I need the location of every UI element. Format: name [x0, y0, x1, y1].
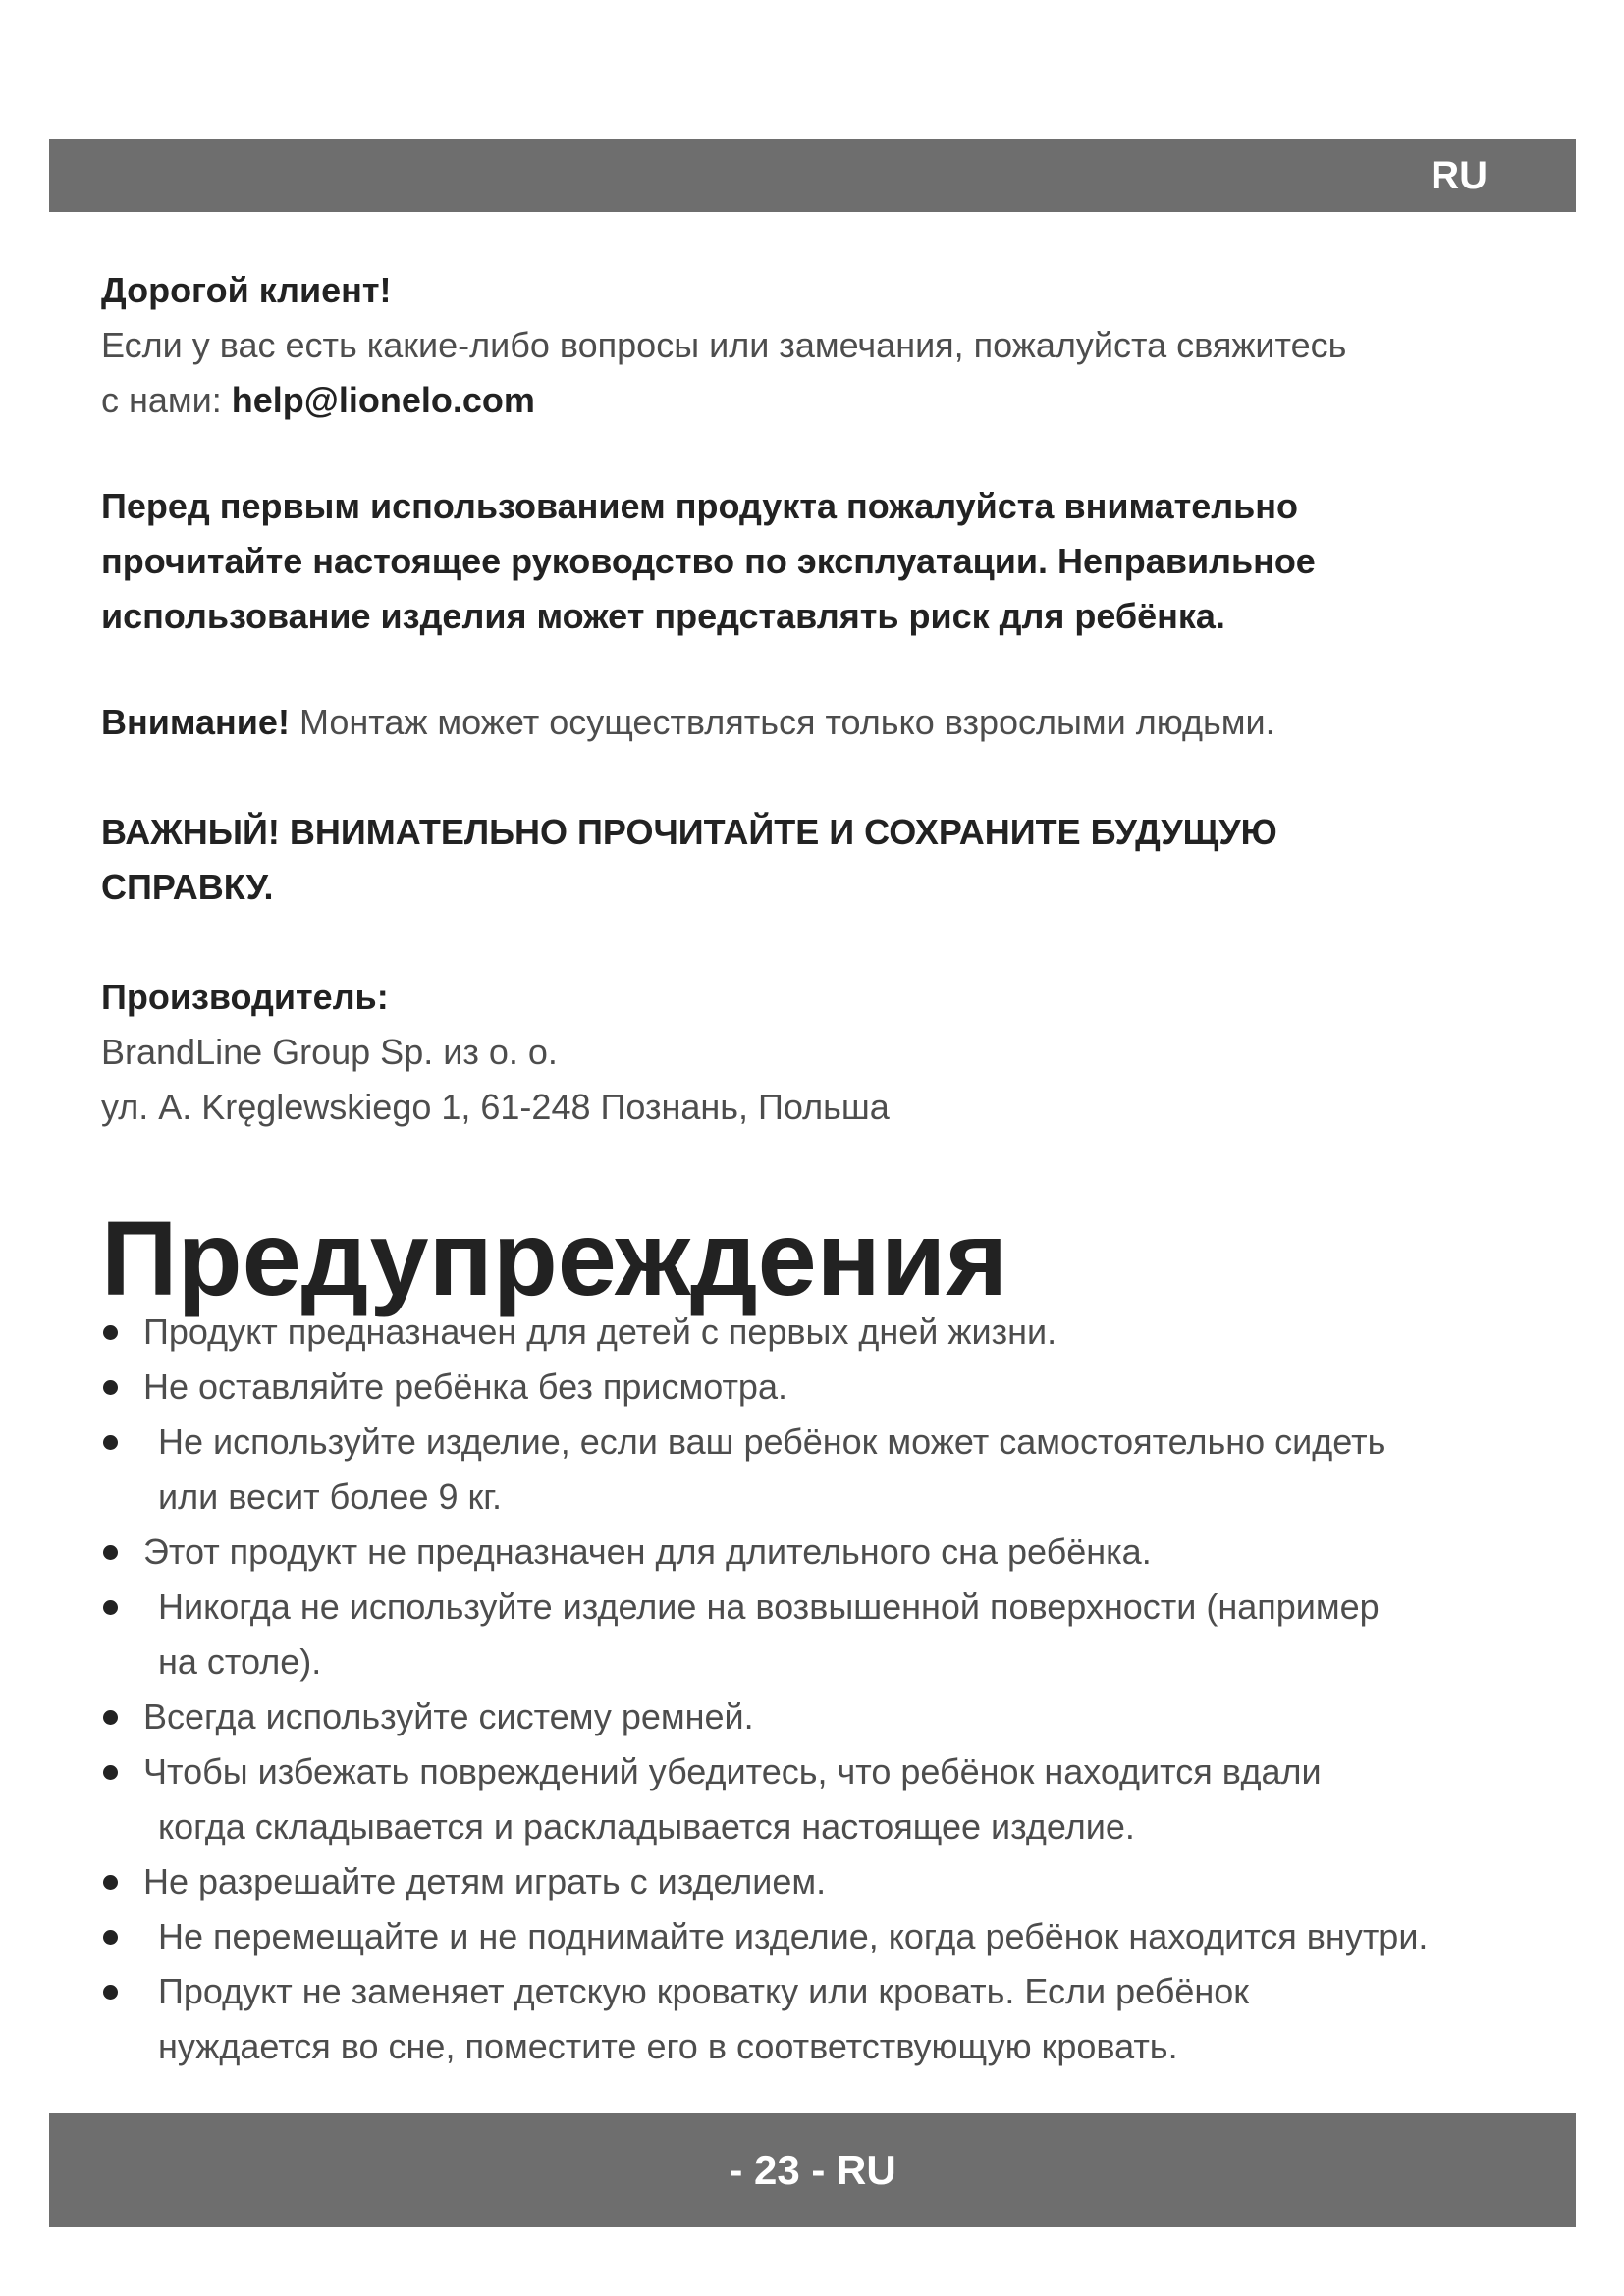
greeting: Дорогой клиент! — [101, 270, 392, 310]
contact-email[interactable]: help@lionelo.com — [231, 380, 535, 420]
list-item: Чтобы избежать повреждений убедитесь, что ребёнок находится вдали когда складывается и раскладывается настоящее изделие. — [101, 1744, 1574, 1854]
attention-line — [101, 695, 1535, 750]
manufacturer-name: BrandLine Group Sp. из о. о. — [101, 1032, 558, 1072]
list-item: Не разрешайте детям играть с изделием. — [101, 1854, 1574, 1909]
important-line-2: СПРАВКУ. — [101, 867, 274, 907]
list-item: Этот продукт не предназначен для длительного сна ребёнка. — [101, 1524, 1574, 1579]
list-item: Не перемещайте и не поднимайте изделие, когда ребёнок находится внутри. — [101, 1909, 1574, 1964]
bullet-icon — [103, 1930, 118, 1945]
manufacturer-label: Производитель: — [101, 977, 389, 1017]
bullet-icon — [103, 1985, 118, 2000]
warnings-list — [101, 1305, 1574, 2074]
contact-prefix: с нами: — [101, 380, 232, 420]
bullet-icon — [103, 1380, 118, 1395]
list-item: Всегда используйте систему ремней. — [101, 1689, 1574, 1744]
bullet-icon — [103, 1875, 118, 1890]
bullet-icon — [103, 1600, 118, 1615]
intro-line-1: Перед первым использованием продукта пожалуйста внимательно — [101, 486, 1299, 526]
attention-text: Монтаж может осуществляться только взрослыми людьми. — [289, 702, 1275, 742]
warnings-title: Предупреждения — [101, 1199, 1008, 1317]
intro-line-3: использование изделия может представлять риск для ребёнка. — [101, 596, 1225, 636]
bullet-icon — [103, 1765, 118, 1780]
list-item: Никогда не используйте изделие на возвышенной поверхности (например на столе). — [101, 1579, 1574, 1689]
intro-line-2: прочитайте настоящее руководство по эксплуатации. Неправильное — [101, 541, 1316, 581]
contact-line — [101, 373, 1535, 428]
page-number: - 23 - RU — [729, 2147, 896, 2193]
contact-text: Если у вас есть какие-либо вопросы или замечания, пожалуйста свяжитесь — [101, 325, 1347, 365]
bullet-icon — [103, 1435, 118, 1450]
list-item: Продукт не заменяет детскую кроватку или кровать. Если ребёнок нуждается во сне, поместите его в соответствующую кровать. — [101, 1964, 1574, 2074]
footer-bar — [49, 2113, 1576, 2227]
list-item: Продукт предназначен для детей с первых дней жизни. — [101, 1305, 1574, 1360]
list-item: Не оставляйте ребёнка без присмотра. — [101, 1360, 1574, 1415]
language-label: RU — [1431, 154, 1488, 197]
bullet-icon — [103, 1710, 118, 1725]
list-item: Не используйте изделие, если ваш ребёнок может самостоятельно сидеть или весит более 9 кг. — [101, 1415, 1574, 1524]
header-bar — [49, 139, 1576, 212]
bullet-icon — [103, 1325, 118, 1340]
bullet-icon — [103, 1545, 118, 1560]
attention-label: Внимание! — [101, 702, 290, 742]
manufacturer-address: ул. A. Kręglewskiego 1, 61-248 Познань, Польша — [101, 1087, 890, 1127]
important-line-1: ВАЖНЫЙ! ВНИМАТЕЛЬНО ПРОЧИТАЙТЕ И СОХРАНИТЕ БУДУЩУЮ — [101, 812, 1277, 852]
intro-section — [101, 263, 1535, 1135]
